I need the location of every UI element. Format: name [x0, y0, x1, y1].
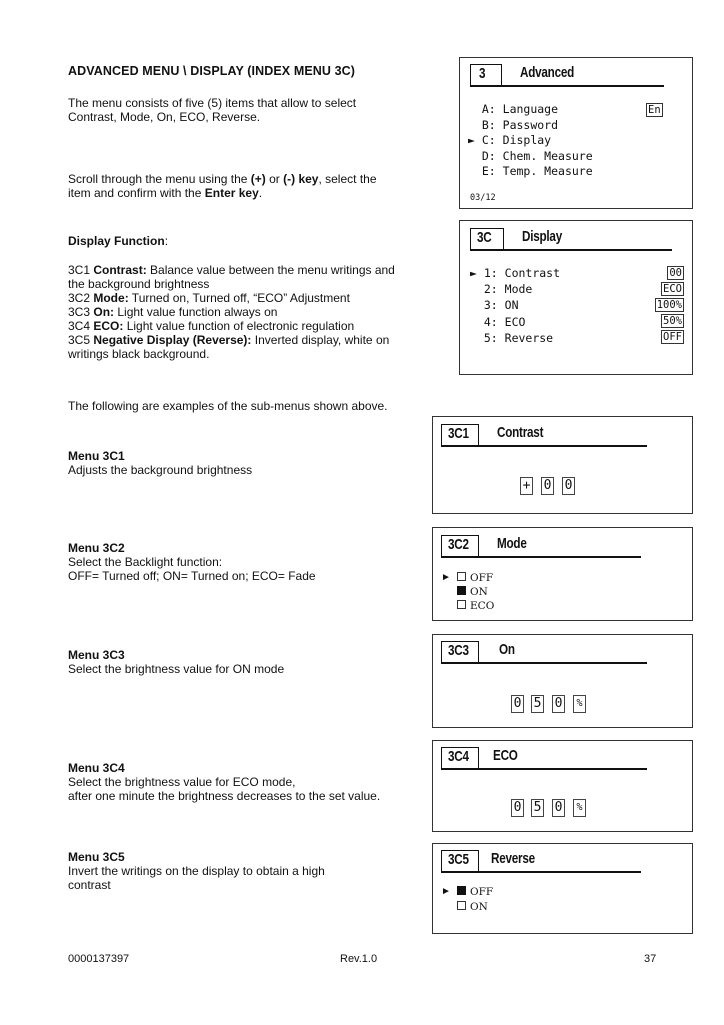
menu-3c5-desc-2: contrast [68, 878, 111, 892]
menu-3c3-title: Menu 3C3 [68, 648, 125, 662]
eco-digit-3[interactable]: 0 [552, 799, 565, 817]
panel-index: 3C5 [448, 851, 469, 868]
mode-value: ECO [663, 283, 682, 295]
title-underline [477, 556, 641, 558]
panel-mode [432, 527, 693, 621]
checkbox-checked-icon [457, 886, 466, 895]
option-eco[interactable]: ECO [457, 599, 494, 613]
contrast-value: 00 [669, 267, 682, 279]
title-underline [477, 871, 641, 873]
language-value: En [648, 104, 661, 116]
menu-item-display[interactable]: ► C: Display [468, 133, 552, 147]
title-underline [477, 768, 647, 770]
panel-title: Contrast [497, 424, 544, 441]
function-3c4: 3C4 ECO: Light value function of electronic regulation [68, 319, 355, 333]
panel-index-box [441, 535, 479, 558]
panel-title: Reverse [491, 850, 535, 867]
title-underline [502, 249, 672, 251]
menu-3c4-desc-2: after one minute the brightness decreases to the set value. [68, 789, 381, 803]
checkbox-checked-icon [457, 586, 466, 595]
selection-arrow-icon: ► [441, 572, 451, 583]
footer-page-number: 37 [644, 953, 657, 965]
examples-intro: The following are examples of the sub-menus shown above. [68, 399, 388, 413]
reverse-value: OFF [663, 331, 682, 343]
footer-doc-number: 0000137397 [68, 953, 130, 965]
menu-3c2-desc-2: OFF= Turned off; ON= Turned on; ECO= Fade [68, 569, 316, 583]
display-function-heading: Display Function: [68, 234, 169, 248]
option-off[interactable]: OFF [457, 885, 493, 899]
function-3c1: 3C1 Contrast: Balance value between the menu writings and [68, 263, 395, 277]
function-3c2: 3C2 Mode: Turned on, Turned off, “ECO” Adjustment [68, 291, 350, 305]
menu-3c2-desc-1: Select the Backlight function: [68, 555, 223, 569]
panel-index: 3C [477, 229, 492, 246]
checkbox-icon [457, 901, 466, 910]
menu-item-contrast[interactable]: ► 1: Contrast [470, 266, 561, 280]
page-indicator: 03/12 [470, 193, 496, 203]
option-on[interactable]: ON [457, 900, 488, 914]
checkbox-icon [457, 572, 466, 581]
on-digit-2[interactable]: 5 [531, 695, 544, 713]
function-3c3: 3C3 On: Light value function always on [68, 305, 278, 319]
eco-digit-1[interactable]: 0 [511, 799, 524, 817]
panel-index-box [441, 424, 479, 447]
panel-display [459, 220, 693, 375]
scroll-line-2: item and confirm with the Enter key. [68, 186, 263, 200]
contrast-tens-digit[interactable]: 0 [541, 477, 554, 495]
eco-digit-2[interactable]: 5 [531, 799, 544, 817]
panel-index-box [470, 64, 502, 87]
function-3c5-cont: writings black background. [68, 347, 210, 361]
panel-index-box [441, 850, 479, 873]
menu-item-chem-measure[interactable]: D: Chem. Measure [481, 148, 593, 163]
panel-contrast [432, 416, 693, 514]
menu-3c1-title: Menu 3C1 [68, 449, 125, 463]
menu-item-mode[interactable]: 2: Mode [483, 282, 533, 297]
contrast-units-digit[interactable]: 0 [562, 477, 575, 495]
title-underline [477, 662, 647, 664]
option-on[interactable]: ON [457, 585, 488, 599]
panel-on [432, 634, 693, 728]
panel-index: 3C3 [448, 642, 469, 659]
contrast-sign-digit[interactable]: + [520, 477, 533, 495]
function-3c5: 3C5 Negative Display (Reverse): Inverted display, white on [68, 333, 390, 347]
title-underline [500, 85, 664, 87]
menu-3c3-desc: Select the brightness value for ON mode [68, 662, 285, 676]
menu-item-language[interactable]: A: Language [481, 102, 559, 116]
on-digit-1[interactable]: 0 [511, 695, 524, 713]
on-value: 100% [656, 299, 682, 311]
panel-index: 3C1 [448, 425, 469, 442]
panel-index: 3 [479, 65, 486, 82]
on-digit-3[interactable]: 0 [552, 695, 565, 713]
menu-3c5-title: Menu 3C5 [68, 850, 125, 864]
menu-3c1-desc: Adjusts the background brightness [68, 463, 253, 477]
panel-title: Advanced [520, 64, 575, 81]
menu-3c4-desc-1: Select the brightness value for ECO mode, [68, 775, 296, 789]
title-underline [477, 445, 647, 447]
menu-3c4-title: Menu 3C4 [68, 761, 125, 775]
intro-line-2: Contrast, Mode, On, ECO, Reverse. [68, 110, 261, 124]
panel-index: 3C2 [448, 536, 469, 553]
menu-3c5-desc-1: Invert the writings on the display to obtain a high [68, 864, 325, 878]
panel-title: On [499, 641, 515, 658]
scroll-line-1: Scroll through the menu using the (+) or (-) key, select the [68, 172, 377, 186]
panel-reverse [432, 843, 693, 934]
on-percent: % [573, 695, 586, 713]
menu-item-password[interactable]: B: Password [481, 117, 559, 132]
panel-index-box [441, 641, 479, 664]
eco-percent: % [573, 799, 586, 817]
panel-advanced [459, 57, 693, 209]
panel-title: ECO [493, 747, 518, 764]
panel-index-box [441, 747, 479, 770]
panel-index: 3C4 [448, 748, 469, 765]
option-off[interactable]: OFF [457, 571, 493, 585]
page-heading: ADVANCED MENU \ DISPLAY (INDEX MENU 3C) [68, 64, 356, 78]
menu-item-reverse[interactable]: 5: Reverse [483, 330, 554, 345]
eco-value: 50% [663, 315, 682, 327]
menu-item-on[interactable]: 3: ON [483, 298, 519, 313]
panel-index-box [470, 228, 504, 251]
footer-revision: Rev.1.0 [340, 953, 378, 965]
menu-3c2-title: Menu 3C2 [68, 541, 125, 555]
menu-item-eco[interactable]: 4: ECO [483, 314, 526, 329]
selection-arrow-icon: ► [441, 886, 451, 897]
function-3c1-cont: the background brightness [68, 277, 210, 291]
menu-item-temp-measure[interactable]: E: Temp. Measure [481, 164, 593, 178]
panel-title: Mode [497, 535, 527, 552]
checkbox-icon [457, 600, 466, 609]
panel-eco [432, 740, 693, 832]
intro-line-1: The menu consists of five (5) items that allow to select [68, 96, 357, 110]
panel-title: Display [522, 228, 562, 245]
